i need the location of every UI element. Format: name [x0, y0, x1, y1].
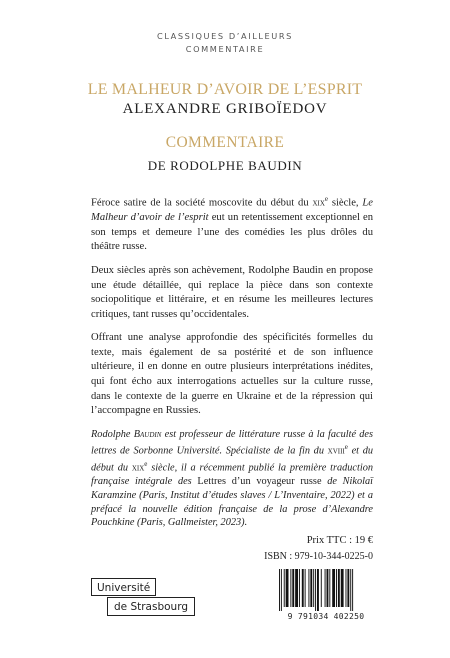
para1-century: xix	[312, 197, 325, 209]
barcode-bar	[292, 569, 294, 607]
barcode-bar	[347, 569, 349, 607]
paragraph-2: Deux siècles après son achèvement, Rodolphe Baudin en propose une étude détaillée, qui replace la pièce dans son contexte sociopolitique et littéraire, et en résume les meilleures lectures critiques, tant russes qu’occidentales.	[91, 264, 373, 320]
barcode-bar	[302, 569, 304, 607]
barcode-bar	[290, 569, 291, 607]
para1-text-a: Féroce satire de la société moscovite du début du	[91, 197, 313, 209]
bio-century-1-sup: e	[344, 443, 348, 452]
barcode-bar	[338, 569, 340, 607]
paragraph-1	[91, 192, 373, 255]
series-line-2: COMMENTAIRE	[185, 44, 265, 54]
barcode-bar	[313, 569, 314, 607]
bio-text-1: est professeur de littérature russe à la faculté des lettres de Sorbonne Université. Spécialiste de la fin du	[91, 428, 374, 457]
barcode-bar	[286, 569, 289, 607]
series-name	[0, 30, 450, 56]
barcode-bar	[336, 569, 337, 607]
barcode-bar	[341, 569, 344, 607]
isbn: ISBN : 979-10-344-0225-0	[264, 551, 373, 562]
book-author: ALEXANDRE GRIBOÏEDOV	[122, 101, 328, 117]
bio-text-2: et du début du	[91, 445, 373, 474]
barcode-bar	[327, 569, 329, 607]
barcode-bar	[329, 569, 330, 607]
barcode-bar	[352, 569, 353, 611]
publisher-logo-line-1: Université	[91, 578, 156, 596]
bio-century-1: xviii	[327, 445, 345, 457]
barcode-bars-icon	[277, 569, 374, 611]
author-bio	[91, 428, 373, 530]
commentary-heading: COMMENTAIRE	[165, 134, 285, 151]
para1-text-b: siècle,	[328, 197, 363, 209]
para1-text-c: eut un retentissement exceptionnel en son temps et demeure l’une des comédies les plus drôles du théâtre russe.	[91, 212, 374, 253]
barcode-number: 9 791034 402250	[287, 612, 365, 621]
bio-first-name: Rodolphe	[91, 428, 134, 440]
barcode-bar	[281, 569, 282, 611]
commentary-author: DE RODOLPHE BAUDIN	[147, 158, 303, 173]
barcode-bar	[284, 569, 285, 607]
bio-text-4: de Nikolaï Karamzine (Paris, Institut d’études slaves / L’Inventaire, 2022) et a préfacé la nouvelle édition française de la prose d’Alexandre Pouchkine (Paris, Gallmeister, 2023).	[91, 476, 373, 529]
barcode-bar	[317, 569, 319, 611]
barcode-bar	[332, 569, 335, 607]
barcode-bar	[325, 569, 326, 607]
bio-last-name: Baudin	[133, 428, 162, 440]
barcode-bar	[308, 569, 309, 607]
barcode-bar	[305, 569, 306, 607]
barcode-bar	[295, 569, 298, 607]
barcode-bar	[279, 569, 280, 611]
price: Prix TTC : 19 €	[306, 535, 373, 546]
barcode-bar	[310, 569, 312, 607]
barcode-bar	[321, 569, 322, 607]
barcode-bar	[299, 569, 300, 607]
paragraph-3: Offrant une analyse approfondie des spécificités formelles du texte, mais également de sa postérité et de son influence ultérieure, il en donne en outre plusieurs interprétations inédites, qui font écho aux interrogations actuelles sur la culture russe, dans le contexte de la guerre en Ukraine et de la répression qui l’accompagne en Russies.	[91, 332, 373, 417]
book-title: LE MALHEUR D’AVOIR DE L’ESPRIT	[87, 81, 363, 98]
publisher-logo	[91, 578, 213, 617]
barcode-bar	[346, 569, 347, 607]
bio-book-title: Lettres d’un voyageur russe	[197, 476, 322, 488]
barcode	[277, 569, 374, 616]
publisher-logo-line-2: de Strasbourg	[107, 597, 195, 616]
barcode-bar	[315, 569, 316, 611]
back-cover-text	[91, 192, 373, 539]
bio-text-3: siècle, il a récemment publié la première traduction française intégrale des	[91, 462, 374, 488]
bio-century-2: xix	[131, 462, 145, 474]
bio-century-2-sup: e	[144, 460, 148, 469]
para1-century-sup: e	[324, 195, 328, 203]
barcode-bar	[350, 569, 351, 611]
series-line-1: CLASSIQUES D’AILLEURS	[157, 31, 293, 41]
para1-play-title: Le Malheur d’avoir de l’esprit	[91, 197, 373, 224]
